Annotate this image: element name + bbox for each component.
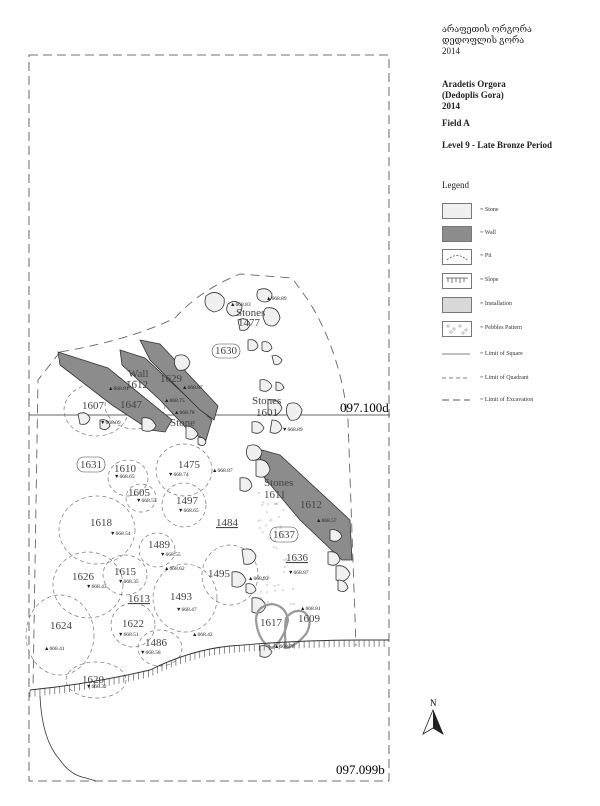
locus-1637: 1637 bbox=[273, 529, 295, 541]
elevation-e20: ▼668.43 bbox=[86, 584, 107, 590]
locus-1609: 1609 bbox=[298, 613, 320, 625]
elevation-e2: ▲668.89 bbox=[266, 296, 287, 302]
locus-1489: 1489 bbox=[148, 539, 170, 551]
locus-1629: 1629 bbox=[160, 373, 182, 385]
elevation-e27: ▼668.58 bbox=[140, 650, 161, 656]
legend-title: Legend bbox=[442, 180, 469, 190]
site-alt-name: (Dedoplis Gora) bbox=[442, 90, 504, 100]
locus-1610: 1610 bbox=[114, 463, 136, 475]
locus-1620: 1620 bbox=[82, 674, 104, 686]
elevation-e15: ▲668.57 bbox=[316, 518, 337, 524]
locus-1601: 1601 bbox=[256, 407, 278, 419]
locus-1622: 1622 bbox=[122, 618, 144, 630]
elevation-e16: ▼668.55 bbox=[160, 552, 181, 558]
locus-1497: 1497 bbox=[176, 495, 198, 507]
locus-1493: 1493 bbox=[170, 591, 192, 603]
elevation-e18: ▲668.82 bbox=[248, 576, 269, 582]
site-name: Aradetis Orgora bbox=[442, 79, 506, 89]
locus-1495: 1495 bbox=[208, 568, 230, 580]
georgian-name-2: დედოფლის გორა bbox=[442, 35, 525, 45]
locus-1636: 1636 bbox=[286, 552, 308, 564]
elevation-e17: ▲668.62 bbox=[164, 566, 185, 572]
locus-1618: 1618 bbox=[90, 517, 112, 529]
elevation-e14: ▼668.54 bbox=[110, 531, 131, 537]
elevation-e10: ▼668.74 bbox=[168, 472, 189, 478]
locus-1615: 1615 bbox=[114, 566, 136, 578]
field-label: Field A bbox=[442, 118, 470, 128]
elevation-e13: ▼668.65 bbox=[178, 508, 199, 514]
locus-1647: 1647 bbox=[120, 399, 142, 411]
slope-hatch bbox=[30, 640, 384, 697]
north-arrow bbox=[423, 698, 443, 734]
elevation-e24: ▼668.51 bbox=[118, 632, 139, 638]
elevation-e28: ▲668.78 bbox=[274, 644, 295, 650]
elevation-e23: ▲668.81 bbox=[300, 606, 321, 612]
locus-1617: 1617 bbox=[260, 617, 282, 629]
locus-1475: 1475 bbox=[178, 459, 200, 471]
georgian-name-1: არაფეთის ორგორა bbox=[442, 24, 532, 34]
elevation-e11: ▲668.87 bbox=[212, 468, 233, 474]
elevation-e5: ▲668.75 bbox=[164, 398, 185, 404]
locus-1612-b: 1612 bbox=[300, 499, 322, 511]
elevation-e9: ▼668.65 bbox=[114, 474, 135, 480]
locus-1626: 1626 bbox=[72, 571, 94, 583]
elevation-e3: ▲668.87 bbox=[182, 385, 203, 391]
elevation-e25: ▲668.42 bbox=[192, 632, 213, 638]
grid-label-bottom: 097.099b bbox=[336, 762, 385, 777]
elevation-e8: ▼668.89 bbox=[282, 427, 303, 433]
word-wall: Wall bbox=[128, 368, 149, 380]
elevation-e12: ▼668.55 bbox=[136, 498, 157, 504]
grid-label-top: 097.100d bbox=[340, 400, 389, 415]
locus-1612-a: 1612 bbox=[126, 379, 148, 391]
word-stones-3: Stones bbox=[264, 477, 294, 489]
locus-1486: 1486 bbox=[145, 637, 167, 649]
elevation-e26: ▲668.41 bbox=[44, 646, 65, 652]
level-label: Level 9 - Late Bronze Period bbox=[442, 140, 553, 150]
year-1: 2014 bbox=[442, 46, 460, 56]
elevation-e29: ▼668.32 bbox=[86, 684, 107, 690]
elevation-e4: ▲668.81 bbox=[108, 386, 129, 392]
elevation-e7: ▼668.09 bbox=[100, 420, 121, 426]
excavation-limit bbox=[60, 274, 356, 646]
elevation-e21: ▼668.35 bbox=[118, 579, 139, 585]
elevation-e1: ▲668.83 bbox=[230, 302, 251, 308]
locus-1630: 1630 bbox=[215, 345, 237, 357]
locus-1611: 1611 bbox=[264, 489, 286, 501]
locus-1631: 1631 bbox=[80, 459, 102, 471]
locus-1624: 1624 bbox=[50, 620, 72, 632]
word-stones-1: Stones bbox=[236, 307, 266, 319]
svg-text:N: N bbox=[430, 698, 437, 708]
locus-1607: 1607 bbox=[82, 400, 104, 412]
slope-lower-left bbox=[40, 696, 96, 781]
elevation-e6: ▲668.78 bbox=[174, 410, 195, 416]
elevation-e22: ▼668.47 bbox=[176, 607, 197, 613]
year-2: 2014 bbox=[442, 101, 460, 111]
locus-1484: 1484 bbox=[216, 517, 238, 529]
locus-1477: 1477 bbox=[238, 317, 260, 329]
excavation-limit-west bbox=[33, 352, 60, 690]
word-stones-2: Stones bbox=[252, 395, 282, 407]
locus-1605: 1605 bbox=[128, 487, 150, 499]
elevation-e19: ▼668.87 bbox=[288, 570, 309, 576]
word-stone: Stone bbox=[170, 417, 196, 429]
locus-1613: 1613 bbox=[128, 593, 150, 605]
